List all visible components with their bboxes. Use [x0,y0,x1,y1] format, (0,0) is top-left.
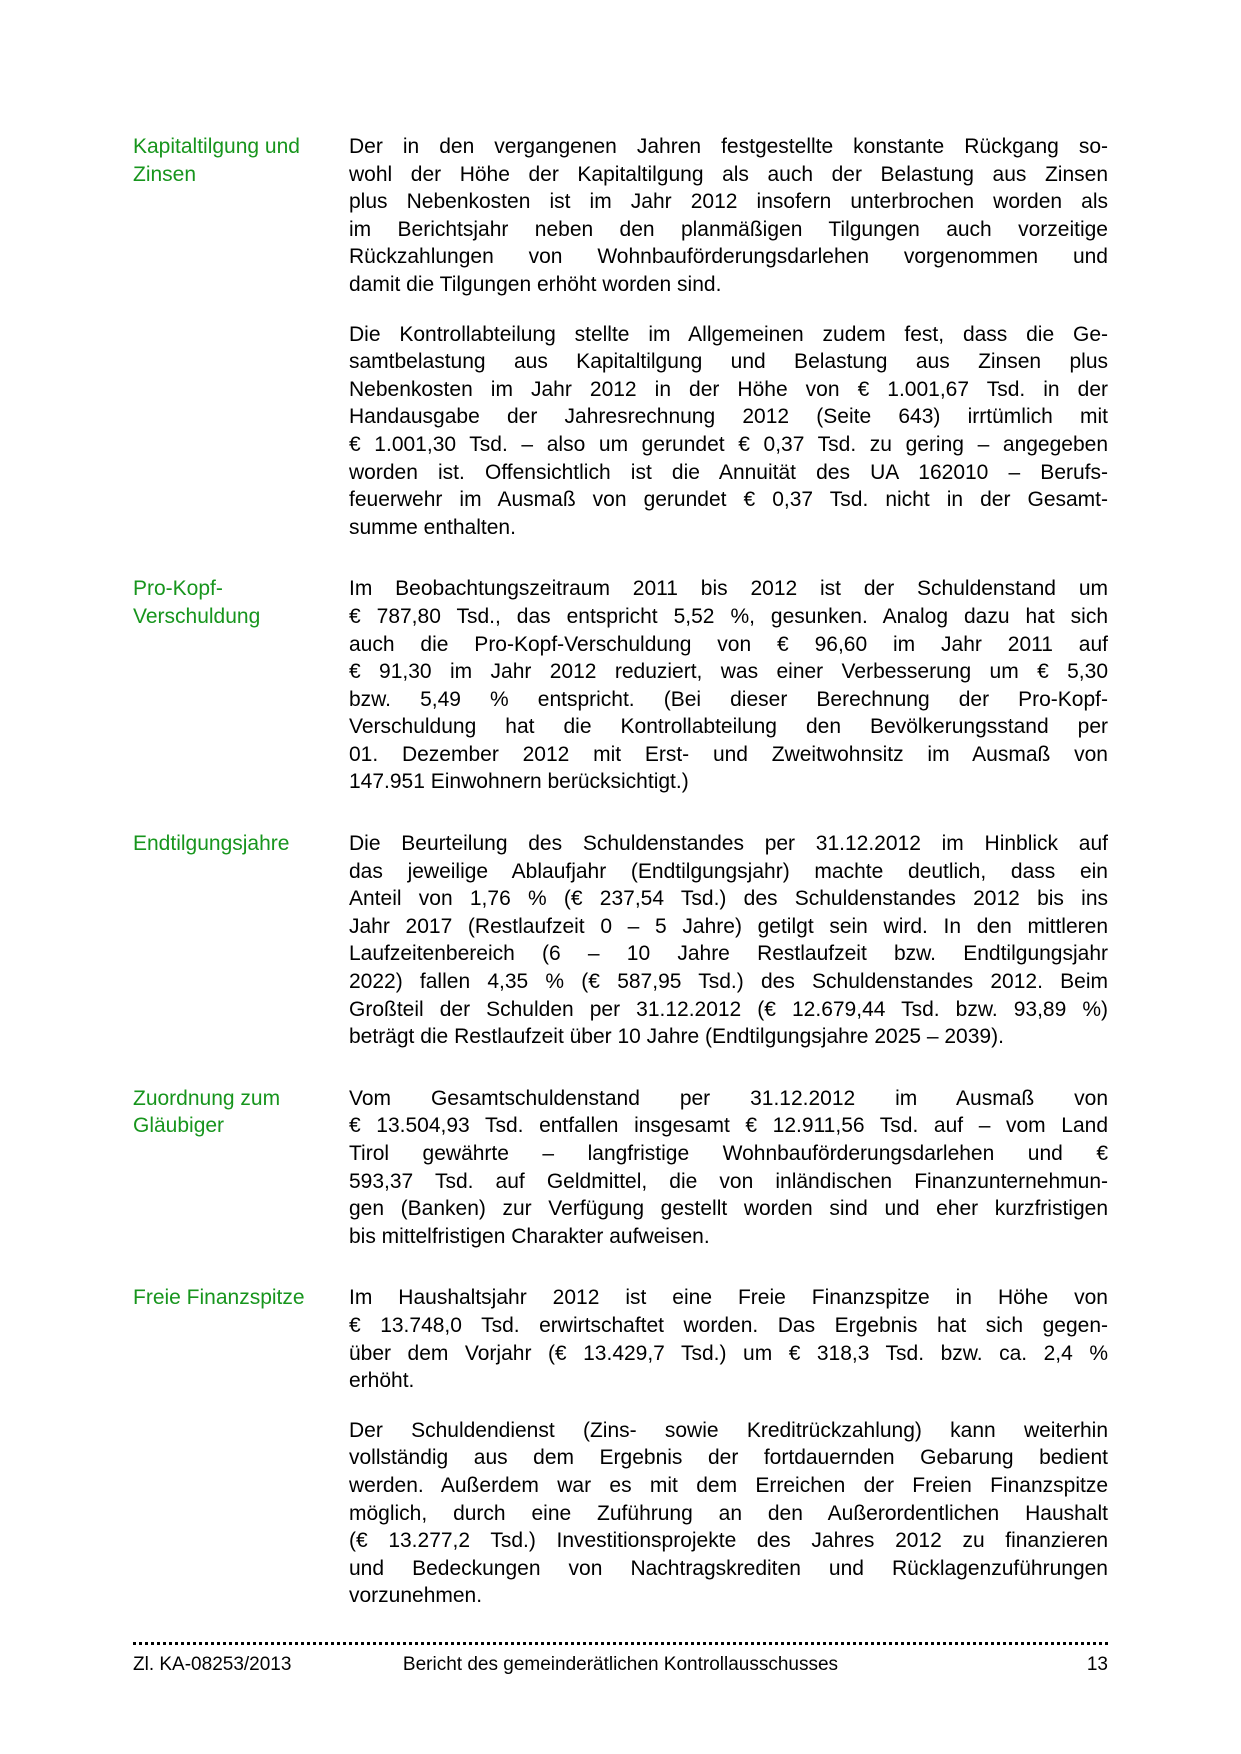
text-line: Die Kontrollabteilung stellte im Allgemeinen zudem fest, dass die Ge- [349,322,1108,346]
text-line: 01. Dezember 2012 mit Erst- und Zweitwohnsitz im Ausmaß von [349,742,1108,766]
paragraph [349,321,1108,542]
text-line: samtbelastung aus Kapitaltilgung und Belastung aus Zinsen plus [349,350,1108,374]
text-line: Der Schuldendienst (Zins- sowie Kreditrückzahlung) kann weiterhin [349,1418,1108,1442]
paragraph [349,1417,1108,1610]
text-line: über dem Vorjahr (€ 13.429,7 Tsd.) um € 318,3 Tsd. bzw. ca. 2,4 % [349,1341,1108,1365]
section-body [349,1284,1108,1610]
text-line: Rückzahlungen von Wohnbauförderungsdarlehen vorgenommen und [349,245,1108,269]
text-line: € 13.504,93 Tsd. entfallen insgesamt € 12.911,56 Tsd. auf – vom Land [349,1114,1108,1138]
section-body [349,1085,1108,1251]
text-line: Vom Gesamtschuldenstand per 31.12.2012 im Ausmaß von [349,1086,1108,1110]
text-line: wohl der Höhe der Kapitaltilgung als auch der Belastung aus Zinsen [349,162,1108,186]
report-content [133,133,1108,1610]
section-label-line: Endtilgungsjahre [133,832,290,856]
text-line: vorzunehmen. [349,1584,483,1608]
text-line: worden ist. Offensichtlich ist die Annuität des UA 162010 – Berufs- [349,460,1108,484]
text-line: möglich, durch eine Zuführung an den Außerordentlichen Haushalt [349,1501,1108,1525]
section-label-line: Zuordnung zum [133,1086,281,1110]
text-line: Tirol gewährte – langfristige Wohnbauförderungsdarlehen und € [349,1142,1108,1165]
text-line: werden. Außerdem war es mit dem Erreichen der Freien Finanzspitze [349,1473,1108,1497]
text-line: € 787,80 Tsd., das entspricht 5,52 %, gesunken. Analog dazu hat sich [349,604,1108,628]
report-section [133,1085,1108,1251]
footer-document-title: Bericht des gemeinderätlichen Kontrollausschusses [402,1654,839,1675]
text-line: Im Beobachtungszeitraum 2011 bis 2012 ist der Schuldenstand um [349,577,1108,601]
section-label [133,575,349,796]
paragraph [349,133,1108,299]
text-line: im Berichtsjahr neben den planmäßigen Tilgungen auch vorzeitige [349,217,1108,241]
section-body [349,830,1108,1051]
text-line: € 1.001,30 Tsd. – also um gerundet € 0,37 Tsd. zu gering – angegeben [349,432,1108,456]
text-line: erhöht. [349,1369,415,1393]
paragraph [349,1085,1108,1251]
text-line: das jeweilige Ablaufjahr (Endtilgungsjahr) machte deutlich, dass ein [349,859,1108,883]
text-line: (€ 13.277,2 Tsd.) Investitionsprojekte des Jahres 2012 zu finanzieren [349,1529,1108,1553]
text-line: € 13.748,0 Tsd. erwirtschaftet worden. Das Ergebnis hat sich gegen- [349,1313,1108,1337]
report-section [133,133,1108,541]
section-label [133,1085,349,1251]
section-label-line: Freie Finanzspitze [133,1286,305,1310]
text-line: Handausgabe der Jahresrechnung 2012 (Seite 643) irrtümlich mit [349,405,1108,429]
text-line: und Bedeckungen von Nachtragskrediten und Rücklagenzuführungen [349,1556,1108,1580]
section-label-line: Zinsen [133,162,197,186]
section-body [349,133,1108,541]
text-line: summe enthalten. [349,515,516,539]
section-label-line: Gläubiger [133,1114,225,1138]
text-line: Großteil der Schulden per 31.12.2012 (€ 12.679,44 Tsd. bzw. 93,89 %) [349,997,1108,1021]
report-section [133,575,1108,796]
text-line: Jahr 2017 (Restlaufzeit 0 – 5 Jahre) getilgt sein wird. In den mittleren [349,914,1108,938]
section-label [133,133,349,541]
text-line: € 91,30 im Jahr 2012 reduziert, was einer Verbesserung um € 5,30 [349,660,1108,684]
text-line: beträgt die Restlaufzeit über 10 Jahre (Endtilgungsjahre 2025 – 2039). [349,1025,1004,1049]
report-section [133,1284,1108,1610]
text-line: Der in den vergangenen Jahren festgestellte konstante Rückgang so- [349,135,1108,158]
text-line: feuerwehr im Ausmaß von gerundet € 0,37 Tsd. nicht in der Gesamt- [349,488,1108,512]
footer-page-number: 13 [1086,1654,1108,1675]
footer-reference: Zl. KA-08253/2013 [133,1654,292,1675]
section-label [133,830,349,1051]
text-line: bzw. 5,49 % entspricht. (Bei dieser Berechnung der Pro-Kopf- [349,687,1108,711]
text-line: vollständig aus dem Ergebnis der fortdauernden Gebarung bedient [349,1446,1108,1470]
page-footer [133,1642,1108,1676]
paragraph [349,830,1108,1051]
text-line: Anteil von 1,76 % (€ 237,54 Tsd.) des Schuldenstandes 2012 bis ins [349,887,1108,911]
report-section [133,830,1108,1051]
paragraph [349,575,1108,796]
section-label [133,1284,349,1610]
text-line: bis mittelfristigen Charakter aufweisen. [349,1224,710,1248]
text-line: Im Haushaltsjahr 2012 ist eine Freie Finanzspitze in Höhe von [349,1286,1108,1310]
text-line: 147.951 Einwohnern berücksichtigt.) [349,770,689,794]
section-label-line: Pro-Kopf-Verschuldung [133,577,261,628]
text-line: auch die Pro-Kopf-Verschuldung von € 96,60 im Jahr 2011 auf [349,632,1108,656]
paragraph [349,1284,1108,1394]
text-line: 2022) fallen 4,35 % (€ 587,95 Tsd.) des Schuldenstandes 2012. Beim [349,970,1108,994]
text-line: Nebenkosten im Jahr 2012 in der Höhe von € 1.001,67 Tsd. in der [349,377,1108,401]
section-body [349,575,1108,796]
text-line: Verschuldung hat die Kontrollabteilung den Bevölkerungsstand per [349,715,1108,739]
text-line: Laufzeitenbereich (6 – 10 Jahre Restlaufzeit bzw. Endtilgungsjahr [349,942,1108,966]
text-line: Die Beurteilung des Schuldenstandes per 31.12.2012 im Hinblick auf [349,832,1108,856]
text-line: 593,37 Tsd. auf Geldmittel, die von inländischen Finanzunternehmun- [349,1169,1108,1193]
text-line: gen (Banken) zur Verfügung gestellt worden sind und eher kurzfristigen [349,1197,1108,1221]
text-line: plus Nebenkosten ist im Jahr 2012 insofern unterbrochen worden als [349,190,1108,214]
footer-row [133,1645,1108,1676]
section-label-line: Kapitaltilgung und [133,135,300,158]
text-line: damit die Tilgungen erhöht worden sind. [349,272,722,296]
